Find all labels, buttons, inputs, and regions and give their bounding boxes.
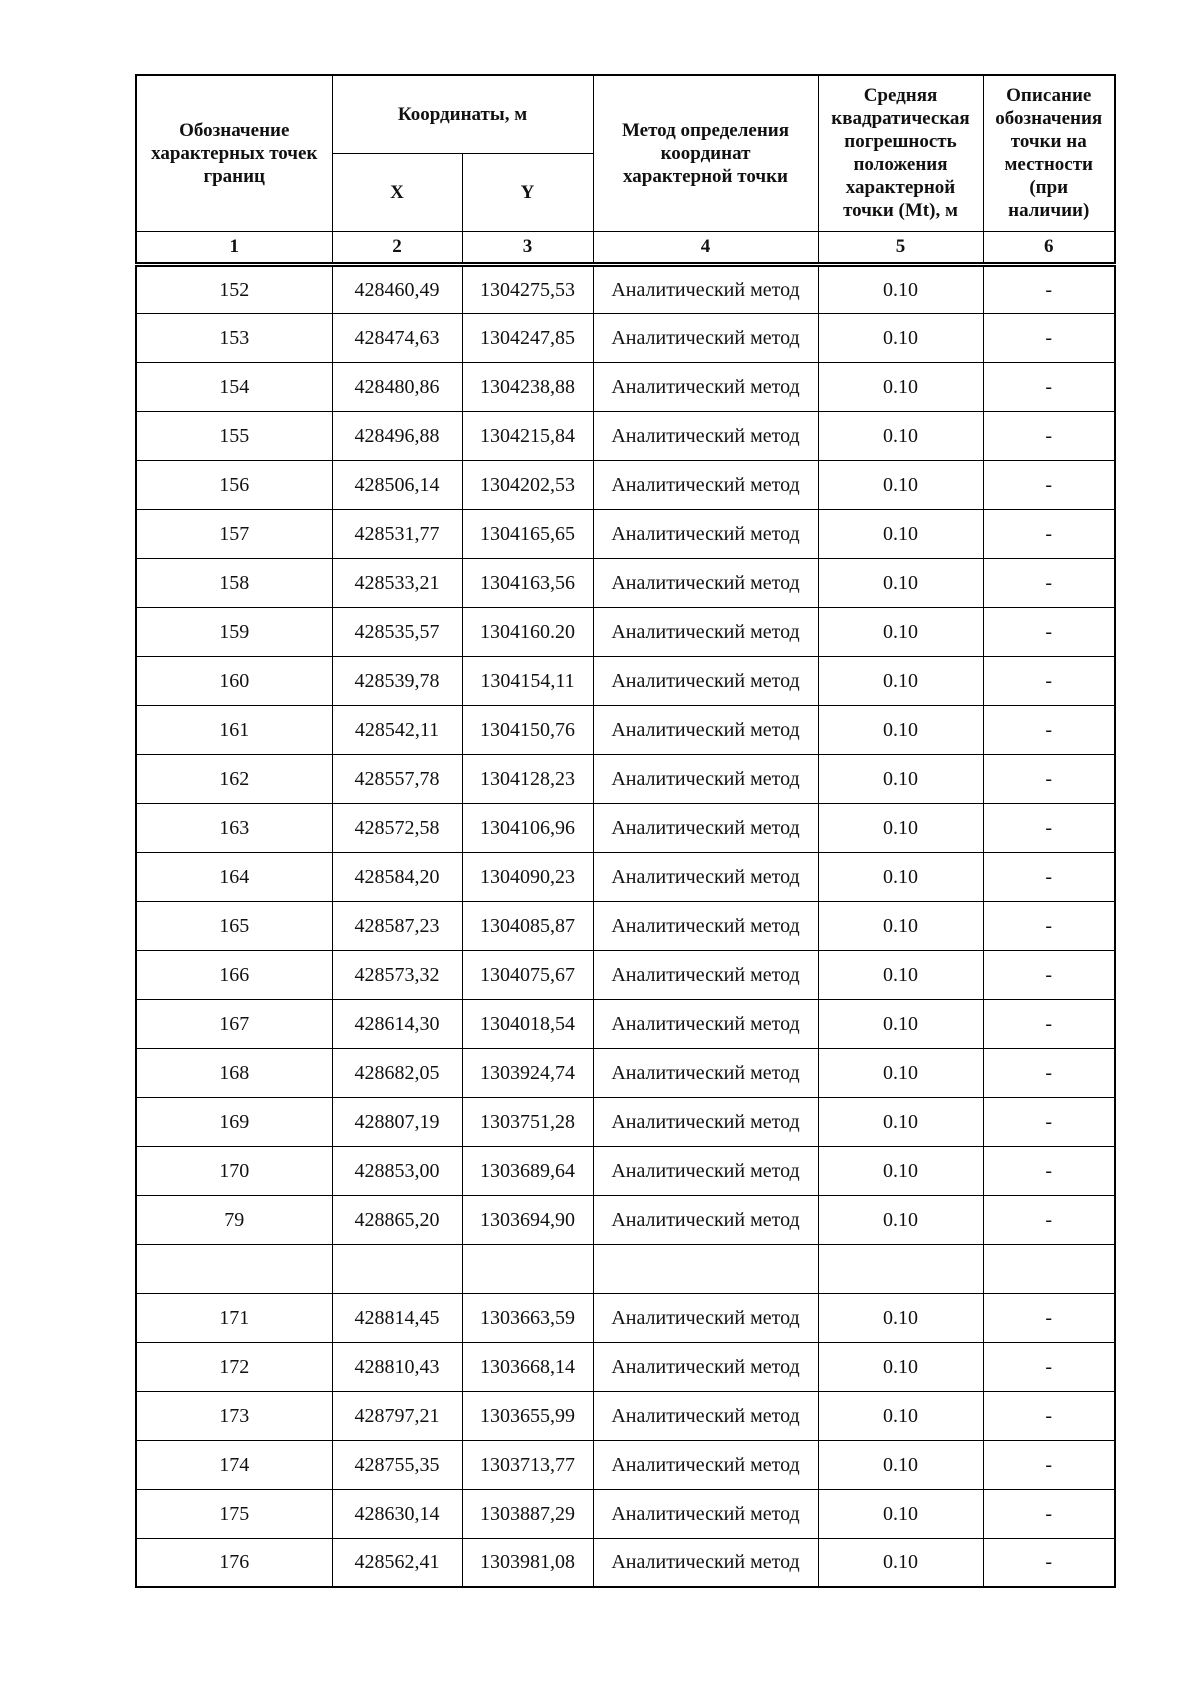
x-coordinate-cell: 428496,88: [332, 411, 462, 460]
method-cell: Аналитический метод: [593, 803, 818, 852]
header-line: характерной: [845, 177, 956, 199]
mean-square-error-cell: 0.10: [818, 509, 983, 558]
y-coordinate-cell: 1304018,54: [462, 999, 593, 1048]
method-cell: Аналитический метод: [593, 509, 818, 558]
y-coordinate-cell: 1304163,56: [462, 558, 593, 607]
header-line: Обозначение: [179, 119, 290, 141]
method-cell: Аналитический метод: [593, 754, 818, 803]
header-line: (при: [1029, 177, 1069, 199]
x-coordinate-cell: 428533,21: [332, 558, 462, 607]
x-coordinate-cell: 428630,14: [332, 1489, 462, 1538]
table-row: [136, 901, 1115, 950]
header-line: местности: [1004, 154, 1094, 176]
method-cell: Аналитический метод: [593, 460, 818, 509]
table-row: [136, 852, 1115, 901]
y-coordinate-cell: 1303694,90: [462, 1195, 593, 1244]
x-coordinate-cell: 428562,41: [332, 1538, 462, 1587]
x-coordinate-cell: 428755,35: [332, 1440, 462, 1489]
column-number: 3: [462, 231, 593, 264]
header-line: Средняя: [863, 85, 938, 107]
header-line: погрешность: [844, 131, 957, 153]
method-cell: Аналитический метод: [593, 411, 818, 460]
header-line: обозначения: [995, 108, 1103, 130]
method-cell: Аналитический метод: [593, 1489, 818, 1538]
method-cell: Аналитический метод: [593, 1097, 818, 1146]
description-cell: -: [983, 1342, 1115, 1391]
point-number-cell: 153: [136, 313, 332, 362]
method-cell: Аналитический метод: [593, 264, 818, 313]
table-row: [136, 362, 1115, 411]
header-line: границ: [203, 165, 266, 187]
method-cell: Аналитический метод: [593, 1146, 818, 1195]
method-cell: [593, 1244, 818, 1293]
table-row: [136, 1097, 1115, 1146]
mean-square-error-cell: 0.10: [818, 264, 983, 313]
point-number-cell: [136, 1244, 332, 1293]
point-number-cell: 172: [136, 1342, 332, 1391]
mean-square-error-cell: 0.10: [818, 313, 983, 362]
header-line: Описание: [1006, 85, 1092, 107]
column-numbers-row: [136, 231, 1115, 264]
point-number-cell: 165: [136, 901, 332, 950]
x-coordinate-cell: 428480,86: [332, 362, 462, 411]
y-coordinate-cell: [462, 1244, 593, 1293]
x-coordinate-cell: 428573,32: [332, 950, 462, 999]
point-number-cell: 171: [136, 1293, 332, 1342]
method-cell: Аналитический метод: [593, 656, 818, 705]
point-number-cell: 167: [136, 999, 332, 1048]
description-cell: -: [983, 1293, 1115, 1342]
x-coordinate-cell: 428810,43: [332, 1342, 462, 1391]
description-cell: -: [983, 362, 1115, 411]
table-row: [136, 1538, 1115, 1587]
x-coordinate-cell: 428557,78: [332, 754, 462, 803]
mean-square-error-cell: 0.10: [818, 1048, 983, 1097]
mean-square-error-cell: 0.10: [818, 607, 983, 656]
y-coordinate-cell: 1303713,77: [462, 1440, 593, 1489]
method-cell: Аналитический метод: [593, 1440, 818, 1489]
description-cell: -: [983, 558, 1115, 607]
x-coordinate-cell: 428865,20: [332, 1195, 462, 1244]
description-cell: -: [983, 852, 1115, 901]
y-coordinate-cell: 1304090,23: [462, 852, 593, 901]
y-coordinate-cell: 1304160.20: [462, 607, 593, 656]
method-cell: Аналитический метод: [593, 1048, 818, 1097]
x-coordinate-cell: 428584,20: [332, 852, 462, 901]
method-header: [593, 75, 818, 231]
point-number-cell: 175: [136, 1489, 332, 1538]
table-header: [136, 75, 1115, 264]
description-cell: [983, 1244, 1115, 1293]
mean-square-error-cell: 0.10: [818, 1146, 983, 1195]
method-cell: Аналитический метод: [593, 852, 818, 901]
y-coordinate-cell: 1303668,14: [462, 1342, 593, 1391]
x-coordinate-cell: 428474,63: [332, 313, 462, 362]
y-coordinate-cell: 1304202,53: [462, 460, 593, 509]
table-body: [136, 264, 1115, 1587]
description-cell: -: [983, 1391, 1115, 1440]
x-coordinate-cell: 428807,19: [332, 1097, 462, 1146]
table-row: [136, 607, 1115, 656]
column-number: 2: [332, 231, 462, 264]
mean-square-error-cell: 0.10: [818, 754, 983, 803]
point-designation-header: [136, 75, 332, 231]
x-coordinate-cell: 428853,00: [332, 1146, 462, 1195]
description-cell: -: [983, 607, 1115, 656]
table-row: [136, 1489, 1115, 1538]
x-coordinate-cell: 428814,45: [332, 1293, 462, 1342]
table-row: [136, 705, 1115, 754]
method-cell: Аналитический метод: [593, 705, 818, 754]
y-coordinate-cell: 1304075,67: [462, 950, 593, 999]
mean-square-error-cell: 0.10: [818, 1097, 983, 1146]
x-coordinate-cell: 428682,05: [332, 1048, 462, 1097]
x-coordinate-cell: 428572,58: [332, 803, 462, 852]
x-coordinate-cell: 428542,11: [332, 705, 462, 754]
mean-square-error-cell: 0.10: [818, 1293, 983, 1342]
x-coordinate-cell: 428460,49: [332, 264, 462, 313]
point-number-cell: 176: [136, 1538, 332, 1587]
mean-square-error-cell: 0.10: [818, 705, 983, 754]
description-cell: -: [983, 460, 1115, 509]
coordinates-header: Координаты, м: [332, 75, 593, 153]
x-coordinate-cell: 428614,30: [332, 999, 462, 1048]
mean-square-error-cell: 0.10: [818, 1440, 983, 1489]
table-row: [136, 656, 1115, 705]
y-coordinate-cell: 1303751,28: [462, 1097, 593, 1146]
header-line: характерных точек: [151, 142, 318, 164]
mean-square-error-cell: 0.10: [818, 1195, 983, 1244]
description-cell: -: [983, 509, 1115, 558]
description-cell: -: [983, 264, 1115, 313]
boundary-points-table: [135, 74, 1116, 1588]
point-number-cell: 168: [136, 1048, 332, 1097]
method-cell: Аналитический метод: [593, 950, 818, 999]
table-row: [136, 950, 1115, 999]
point-number-cell: 79: [136, 1195, 332, 1244]
y-coordinate-cell: 1304085,87: [462, 901, 593, 950]
mean-square-error-cell: 0.10: [818, 558, 983, 607]
header-line: точки на: [1010, 131, 1087, 153]
mean-square-error-cell: 0.10: [818, 411, 983, 460]
mean-square-error-cell: 0.10: [818, 950, 983, 999]
point-number-cell: 156: [136, 460, 332, 509]
table-row: [136, 1440, 1115, 1489]
point-number-cell: 154: [136, 362, 332, 411]
table-row: [136, 1195, 1115, 1244]
point-number-cell: 161: [136, 705, 332, 754]
point-number-cell: 163: [136, 803, 332, 852]
table-row: [136, 558, 1115, 607]
point-number-cell: 166: [136, 950, 332, 999]
header-line: положения: [853, 154, 948, 176]
description-cell: -: [983, 901, 1115, 950]
header-line: характерной точки: [623, 165, 788, 187]
table-row: [136, 313, 1115, 362]
x-coordinate-cell: 428587,23: [332, 901, 462, 950]
y-coordinate-cell: 1304154,11: [462, 656, 593, 705]
header-line: точки (Mt), м: [843, 200, 958, 222]
description-cell: -: [983, 705, 1115, 754]
table-row: [136, 264, 1115, 313]
mean-square-error-cell: 0.10: [818, 460, 983, 509]
mean-square-error-cell: 0.10: [818, 1538, 983, 1587]
x-coordinate-cell: [332, 1244, 462, 1293]
y-coordinate-header: Y: [462, 153, 593, 231]
mean-square-error-cell: 0.10: [818, 803, 983, 852]
description-cell: -: [983, 803, 1115, 852]
mean-square-error-cell: 0.10: [818, 1391, 983, 1440]
column-number: 6: [983, 231, 1115, 264]
y-coordinate-cell: 1303887,29: [462, 1489, 593, 1538]
description-cell: -: [983, 1195, 1115, 1244]
mean-square-error-cell: [818, 1244, 983, 1293]
y-coordinate-cell: 1304215,84: [462, 411, 593, 460]
x-coordinate-cell: 428539,78: [332, 656, 462, 705]
mean-square-error-cell: 0.10: [818, 656, 983, 705]
description-cell: -: [983, 950, 1115, 999]
empty-table-row: [136, 1244, 1115, 1293]
y-coordinate-cell: 1304275,53: [462, 264, 593, 313]
point-number-cell: 170: [136, 1146, 332, 1195]
y-coordinate-cell: 1304247,85: [462, 313, 593, 362]
column-number: 4: [593, 231, 818, 264]
description-cell: -: [983, 313, 1115, 362]
point-number-cell: 158: [136, 558, 332, 607]
y-coordinate-cell: 1303981,08: [462, 1538, 593, 1587]
mean-square-error-cell: 0.10: [818, 999, 983, 1048]
x-coordinate-cell: 428797,21: [332, 1391, 462, 1440]
point-number-cell: 162: [136, 754, 332, 803]
y-coordinate-cell: 1304128,23: [462, 754, 593, 803]
method-cell: Аналитический метод: [593, 1195, 818, 1244]
description-cell: -: [983, 1440, 1115, 1489]
method-cell: Аналитический метод: [593, 1293, 818, 1342]
description-cell: -: [983, 411, 1115, 460]
table-row: [136, 754, 1115, 803]
point-number-cell: 159: [136, 607, 332, 656]
description-header: [983, 75, 1115, 231]
y-coordinate-cell: 1304150,76: [462, 705, 593, 754]
point-number-cell: 174: [136, 1440, 332, 1489]
mean-square-error-cell: 0.10: [818, 852, 983, 901]
point-number-cell: 155: [136, 411, 332, 460]
method-cell: Аналитический метод: [593, 362, 818, 411]
header-row: [136, 75, 1115, 153]
header-line: Метод определения: [621, 119, 790, 141]
mean-square-error-cell: 0.10: [818, 362, 983, 411]
table-row: [136, 411, 1115, 460]
mean-square-error-cell: 0.10: [818, 1489, 983, 1538]
y-coordinate-cell: 1303655,99: [462, 1391, 593, 1440]
method-cell: Аналитический метод: [593, 607, 818, 656]
table-row: [136, 803, 1115, 852]
description-cell: -: [983, 754, 1115, 803]
x-coordinate-cell: 428506,14: [332, 460, 462, 509]
y-coordinate-cell: 1303924,74: [462, 1048, 593, 1097]
y-coordinate-cell: 1303663,59: [462, 1293, 593, 1342]
point-number-cell: 160: [136, 656, 332, 705]
description-cell: -: [983, 1538, 1115, 1587]
header-line: координат: [660, 142, 751, 164]
column-number: 1: [136, 231, 332, 264]
header-line: квадратическая: [831, 108, 970, 130]
point-number-cell: 157: [136, 509, 332, 558]
description-cell: -: [983, 1489, 1115, 1538]
mean-square-error-header: [818, 75, 983, 231]
table-row: [136, 1048, 1115, 1097]
table-row: [136, 999, 1115, 1048]
description-cell: -: [983, 1146, 1115, 1195]
y-coordinate-cell: 1304165,65: [462, 509, 593, 558]
method-cell: Аналитический метод: [593, 901, 818, 950]
method-cell: Аналитический метод: [593, 1342, 818, 1391]
point-number-cell: 164: [136, 852, 332, 901]
description-cell: -: [983, 999, 1115, 1048]
header-line: наличии): [1008, 200, 1090, 222]
method-cell: Аналитический метод: [593, 999, 818, 1048]
description-cell: -: [983, 1097, 1115, 1146]
table-row: [136, 1391, 1115, 1440]
table-row: [136, 509, 1115, 558]
table-row: [136, 460, 1115, 509]
description-cell: -: [983, 1048, 1115, 1097]
mean-square-error-cell: 0.10: [818, 1342, 983, 1391]
y-coordinate-cell: 1304238,88: [462, 362, 593, 411]
mean-square-error-cell: 0.10: [818, 901, 983, 950]
method-cell: Аналитический метод: [593, 558, 818, 607]
column-number: 5: [818, 231, 983, 264]
table-row: [136, 1342, 1115, 1391]
x-coordinate-header: X: [332, 153, 462, 231]
x-coordinate-cell: 428535,57: [332, 607, 462, 656]
point-number-cell: 169: [136, 1097, 332, 1146]
description-cell: -: [983, 656, 1115, 705]
y-coordinate-cell: 1303689,64: [462, 1146, 593, 1195]
method-cell: Аналитический метод: [593, 313, 818, 362]
method-cell: Аналитический метод: [593, 1538, 818, 1587]
point-number-cell: 173: [136, 1391, 332, 1440]
x-coordinate-cell: 428531,77: [332, 509, 462, 558]
method-cell: Аналитический метод: [593, 1391, 818, 1440]
y-coordinate-cell: 1304106,96: [462, 803, 593, 852]
table-row: [136, 1293, 1115, 1342]
table-row: [136, 1146, 1115, 1195]
point-number-cell: 152: [136, 264, 332, 313]
